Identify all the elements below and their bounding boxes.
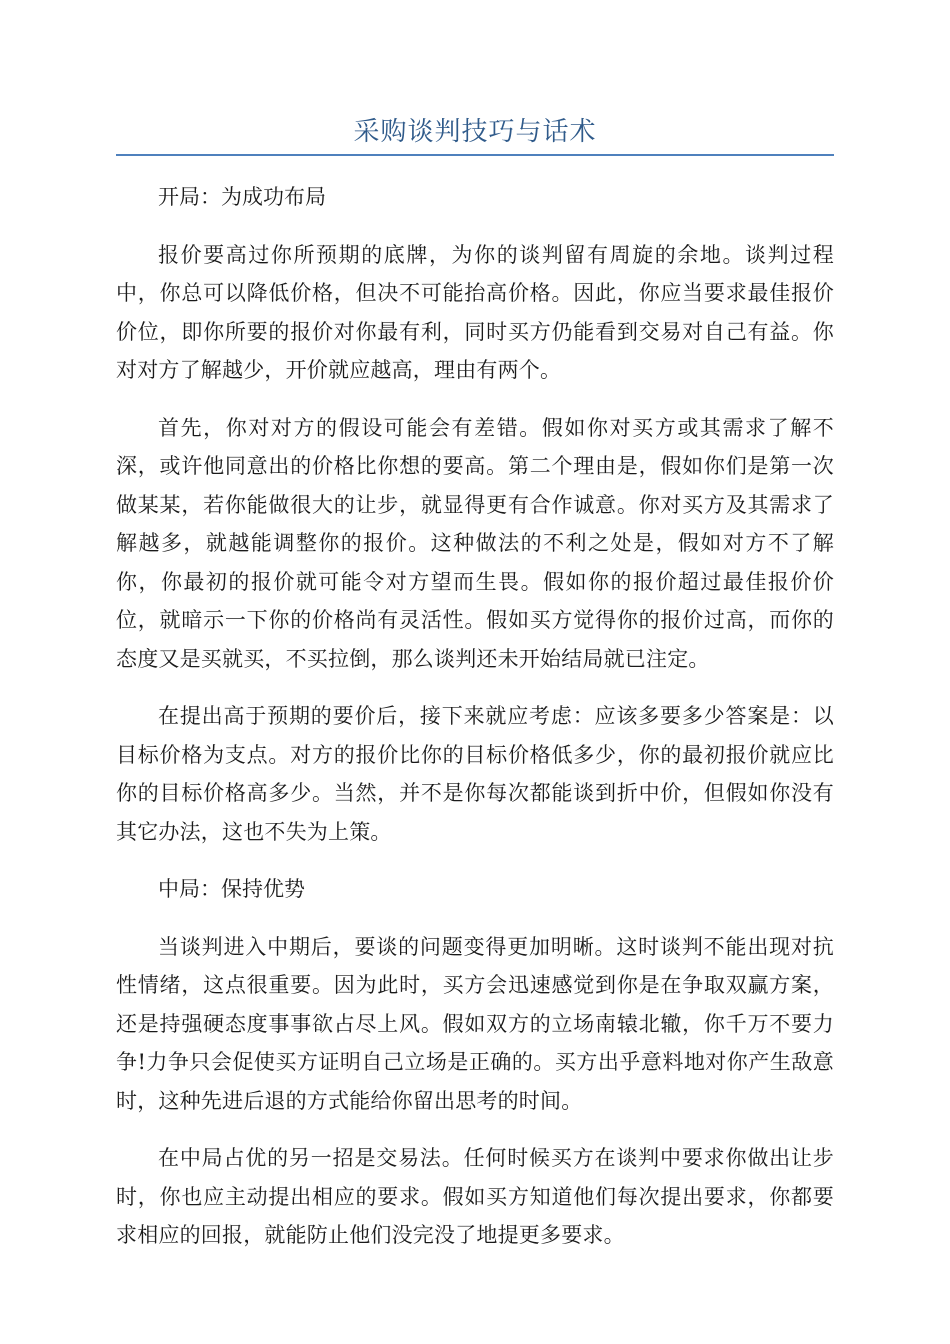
document-page bbox=[116, 0, 834, 1274]
document-title: 采购谈判技巧与话术 bbox=[353, 117, 597, 147]
paragraph: 报价要高过你所预期的底牌，为你的谈判留有周旋的余地。谈判过程中，你总可以降低价格，但决不可能抬高价格。因此，你应当要求最佳报价价位，即你所要的报价对你最有利，同时买方仍能看到交易对自己有益。你对对方了解越少，开价就应越高，理由有两个。 bbox=[116, 242, 834, 382]
paragraph: 在中局占优的另一招是交易法。任何时候买方在谈判中要求你做出让步时，你也应主动提出相应的要求。假如买方知道他们每次提出要求，你都要求相应的回报，就能防止他们没完没了地提更多要求。 bbox=[116, 1146, 834, 1247]
paragraph: 在提出高于预期的要价后，接下来就应考虑：应该多要多少答案是：以目标价格为支点。对方的报价比你的目标价格低多少，你的最初报价就应比你的目标价格高多少。当然，并不是你每次都能谈到折中价，但假如你没有其它办法，这也不失为上策。 bbox=[116, 704, 834, 844]
section-heading-opening: 开局：为成功布局 bbox=[158, 185, 326, 209]
section-heading-midgame: 中局：保持优势 bbox=[158, 877, 305, 901]
paragraph: 当谈判进入中期后，要谈的问题变得更加明晰。这时谈判不能出现对抗性情绪，这点很重要。因为此时，买方会迅速感觉到你是在争取双赢方案，还是持强硬态度事事欲占尽上风。假如双方的立场南辕北辙，你千万不要力争!力争只会促使买方证明自己立场是正确的。买方出乎意料地对你产生敌意时，这种先进后退的方式能给你留出思考的时间。 bbox=[116, 934, 834, 1113]
paragraph: 首先，你对对方的假设可能会有差错。假如你对买方或其需求了解不深，或许他同意出的价格比你想的要高。第二个理由是，假如你们是第一次做某某，若你能做很大的让步，就显得更有合作诚意。你对买方及其需求了解越多，就越能调整你的报价。这种做法的不利之处是，假如对方不了解你，你最初的报价就可能令对方望而生畏。假如你的报价超过最佳报价价位，就暗示一下你的价格尚有灵活性。假如买方觉得你的报价过高，而你的态度又是买就买，不买拉倒，那么谈判还未开始结局就已注定。 bbox=[116, 415, 834, 671]
document-body bbox=[116, 178, 834, 1255]
title-underline bbox=[116, 154, 834, 156]
